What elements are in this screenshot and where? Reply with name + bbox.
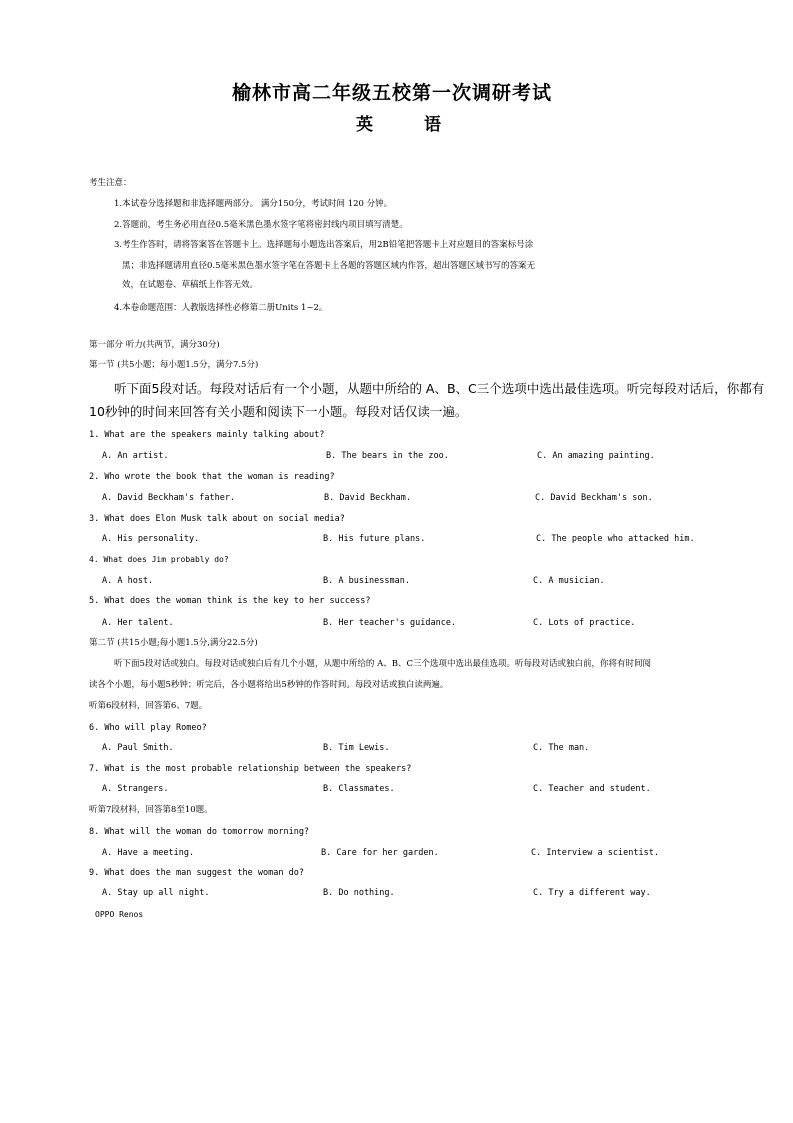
section2-heading: 第二节 (共15小题;每小题1.5分,满分22.5分) [89, 638, 258, 648]
option-b: B. Classmates. [323, 784, 395, 794]
question-stem: 7. What is the most probable relationship between the speakers? [89, 764, 412, 774]
notice-item: 3.考生作答时，请将答案答在答题卡上。选择题每小题选出答案后，用2B铅笔把答题卡上对应题目的答案标号涂 [114, 240, 534, 250]
part1-heading: 第一部分 听力(共两节，满分30分) [89, 340, 220, 350]
question-stem: 2. Who wrote the book that the woman is reading? [89, 472, 335, 482]
notice-item: 效，在试题卷、草稿纸上作答无效。 [122, 280, 259, 290]
question-stem: 4. What does Jim probably do? [89, 555, 229, 564]
option-a: A. David Beckham's father. [102, 493, 236, 503]
option-b: B. Care for her garden. [321, 848, 439, 858]
question-stem: 1. What are the speakers mainly talking about? [89, 430, 325, 440]
section1-instructions-cont: 10秒钟的时间来回答有关小题和阅读下一小题。每段对话仅读一遍。 [89, 404, 468, 419]
option-c: C. The man. [533, 743, 590, 753]
option-a: A. A host. [102, 576, 154, 586]
option-a: A. An artist. [102, 451, 169, 461]
option-b: B. A businessman. [323, 576, 410, 586]
material-6-note: 听第6段材料，回答第6、7题。 [89, 701, 208, 711]
option-c: C. The people who attacked him. [536, 534, 695, 544]
option-a: A. Strangers. [102, 784, 169, 794]
exam-title: 榆林市高二年级五校第一次调研考试 [232, 82, 553, 104]
option-c: C. A musician. [533, 576, 605, 586]
option-b: B. Tim Lewis. [323, 743, 390, 753]
camera-watermark: OPPO Renos [95, 910, 144, 919]
option-a: A. Have a meeting. [102, 848, 195, 858]
section1-instructions: 听下面5段对话。每段对话后有一个小题，从题中所给的 A、B、C三个选项中选出最佳选项。听完每段对话后，你都有 [114, 381, 765, 396]
section2-instructions: 听下面5段对话或独白。每段对话或独白后有几个小题，从题中所给的 A、B、C三个选项中选出最佳选项。听每段对话或独白前，你将有时间阅 [114, 659, 652, 669]
option-b: B. Her teacher's guidance. [323, 618, 457, 628]
notice-item: 1.本试卷分选择题和非选择题两部分。 满分150分，考试时间 120 分钟。 [114, 199, 393, 209]
option-c: C. An amazing painting. [537, 451, 655, 461]
subject-char-2: 语 [424, 115, 441, 135]
notice-item: 黑；非选择题请用直径0.5毫米黑色墨水签字笔在答题卡上各题的答题区域内作答，超出答题区域书写的答案无 [122, 261, 536, 271]
option-b: B. David Beckham. [324, 493, 411, 503]
subject-char-1: 英 [356, 115, 373, 135]
option-c: C. Try a different way. [533, 888, 651, 898]
option-c: C. Lots of practice. [533, 618, 636, 628]
question-stem: 8. What will the woman do tomorrow morning? [89, 827, 310, 837]
option-c: C. Teacher and student. [533, 784, 651, 794]
notice-item: 4.本卷命题范围：人教版选择性必修第二册Units 1~2。 [114, 303, 328, 313]
question-stem: 5. What does the woman think is the key to her success? [89, 596, 371, 606]
section1-heading: 第一节 (共5小题；每小题1.5分，满分7.5分) [89, 360, 259, 370]
option-a: A. Paul Smith. [102, 743, 174, 753]
option-c: C. Interview a scientist. [531, 848, 659, 858]
option-b: B. Do nothing. [323, 888, 395, 898]
question-stem: 6. Who will play Romeo? [89, 723, 207, 733]
option-a: A. Stay up all night. [102, 888, 210, 898]
notice-item: 2.答题前，考生务必用直径0.5毫米黑色墨水签字笔将密封线内项目填写清楚。 [114, 220, 408, 230]
question-stem: 9. What does the man suggest the woman do? [89, 868, 304, 878]
section2-instructions-cont: 读各个小题，每小题5秒钟；听完后，各小题将给出5秒钟的作答时间。每段对话或独白读两遍。 [89, 680, 449, 690]
material-7-note: 听第7段材料，回答第8至10题。 [89, 805, 213, 815]
option-b: B. The bears in the zoo. [326, 451, 449, 461]
option-c: C. David Beckham's son. [535, 493, 653, 503]
option-a: A. Her talent. [102, 618, 174, 628]
option-a: A. His personality. [102, 534, 200, 544]
question-stem: 3. What does Elon Musk talk about on social media? [89, 514, 345, 524]
option-b: B. His future plans. [323, 534, 426, 544]
notice-heading: 考生注意： [89, 178, 132, 188]
